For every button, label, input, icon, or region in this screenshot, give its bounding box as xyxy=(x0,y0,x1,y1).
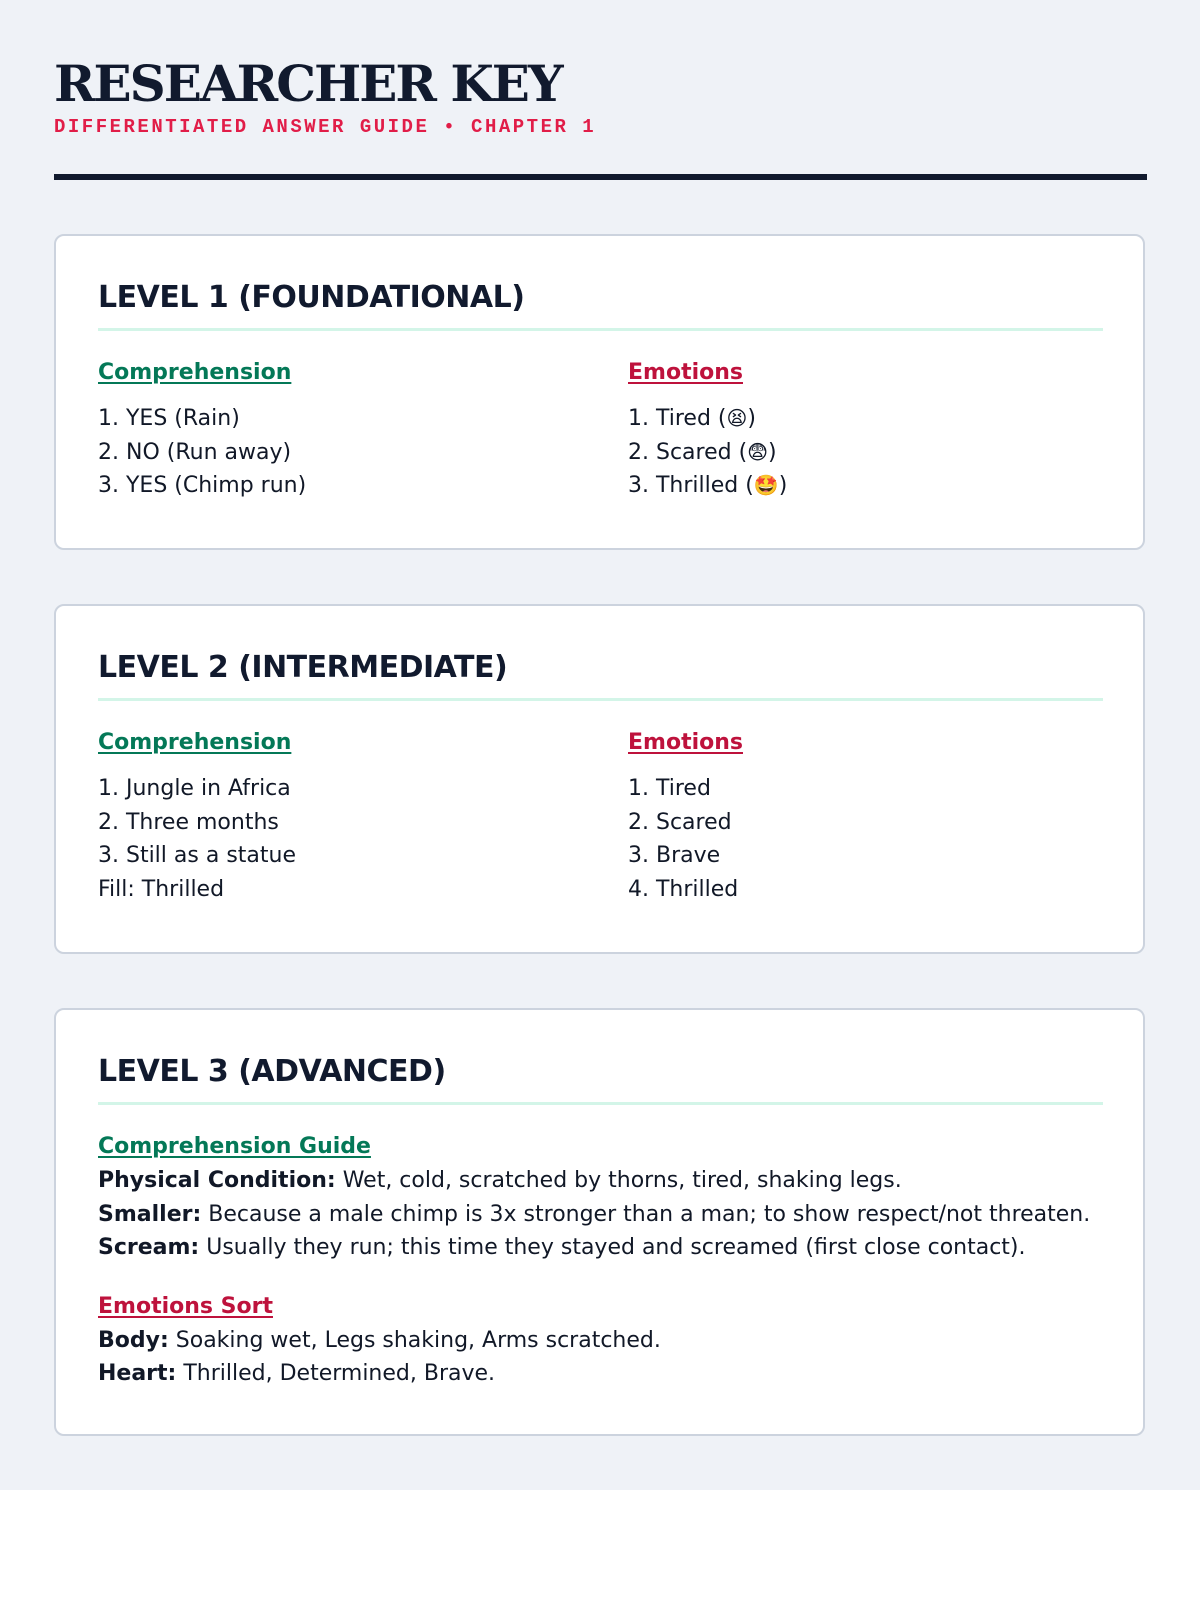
header xyxy=(54,54,1147,138)
list-item: 2. NO (Run away) xyxy=(98,439,292,465)
list-item: 2. Scared xyxy=(628,809,732,835)
guide-row xyxy=(98,1198,1098,1232)
row-term: Body: xyxy=(98,1327,169,1353)
row-term: Physical Condition: xyxy=(98,1168,336,1193)
level-3-content xyxy=(98,1130,1098,1391)
level-2-comprehension xyxy=(98,726,578,906)
level-2-card xyxy=(54,604,1145,954)
level-1-divider xyxy=(98,328,1103,331)
item-text: 3. Thrilled ( xyxy=(628,473,754,498)
comprehension-list xyxy=(98,402,578,503)
emotions-list xyxy=(628,402,1108,503)
emotions-label: Emotions xyxy=(628,360,743,385)
level-3-card xyxy=(54,1008,1145,1436)
comprehension-guide-label: Comprehension Guide xyxy=(98,1134,371,1159)
level-1-heading: LEVEL 1 (FOUNDATIONAL) xyxy=(98,280,525,315)
item-text: 2. Scared ( xyxy=(628,439,748,465)
list-item: 2. Three months xyxy=(98,809,279,835)
emotions-label: Emotions xyxy=(628,730,743,755)
level-2-heading: LEVEL 2 (INTERMEDIATE) xyxy=(98,650,508,685)
spacer xyxy=(98,1265,1098,1290)
list-item xyxy=(628,469,1108,503)
item-close: ) xyxy=(747,406,756,431)
emotions-list xyxy=(628,772,1108,906)
page-title: RESEARCHER KEY xyxy=(54,54,562,113)
row-text: Soaking wet, Legs shaking, Arms scratched. xyxy=(168,1327,661,1353)
level-2-emotions xyxy=(628,726,1108,906)
level-3-divider xyxy=(98,1102,1103,1105)
row-term: Scream: xyxy=(98,1235,200,1260)
level-1-card xyxy=(54,234,1145,550)
list-item: Fill: Thrilled xyxy=(98,876,225,902)
row-text: Usually they run; this time they stayed and screamed (first close contact). xyxy=(199,1235,1026,1260)
fearful-face-icon: 😨 xyxy=(747,439,769,464)
sort-row xyxy=(98,1357,1098,1391)
header-divider xyxy=(54,174,1147,180)
row-text: Thrilled, Determined, Brave. xyxy=(176,1361,496,1386)
comprehension-label: Comprehension xyxy=(98,360,292,385)
item-text: 1. Tired ( xyxy=(628,406,727,431)
list-item: 3. Brave xyxy=(628,843,721,868)
list-item xyxy=(628,402,1108,436)
level-3-heading: LEVEL 3 (ADVANCED) xyxy=(98,1054,446,1089)
list-item: 4. Thrilled xyxy=(628,876,739,902)
list-item xyxy=(628,436,1108,470)
list-item: 3. Still as a statue xyxy=(98,843,296,868)
level-2-divider xyxy=(98,698,1103,701)
row-text: Because a male chimp is 3x stronger than a man; to show respect/not threaten. xyxy=(201,1201,1091,1227)
row-text: Wet, cold, scratched by thorns, tired, shaking legs. xyxy=(335,1168,902,1193)
item-close: ) xyxy=(778,473,788,498)
star-struck-face-icon: 🤩 xyxy=(753,473,779,497)
list-item: 3. YES (Chimp run) xyxy=(98,473,307,498)
emotions-sort-label: Emotions Sort xyxy=(98,1293,273,1319)
guide-row xyxy=(98,1164,1098,1198)
tired-face-icon: 😫 xyxy=(726,406,748,430)
row-term: Smaller: xyxy=(98,1201,202,1227)
list-item: 1. YES (Rain) xyxy=(98,406,240,431)
sort-row xyxy=(98,1324,1098,1358)
row-term: Heart: xyxy=(98,1361,177,1386)
level-1-comprehension xyxy=(98,356,578,503)
guide-row xyxy=(98,1231,1098,1265)
level-1-emotions xyxy=(628,356,1108,503)
comprehension-list xyxy=(98,772,578,906)
page-subtitle: DIFFERENTIATED ANSWER GUIDE • CHAPTER 1 xyxy=(54,116,597,138)
comprehension-label: Comprehension xyxy=(98,730,292,755)
list-item: 1. Jungle in Africa xyxy=(98,776,291,801)
list-item: 1. Tired xyxy=(628,776,711,801)
item-close: ) xyxy=(768,439,777,465)
